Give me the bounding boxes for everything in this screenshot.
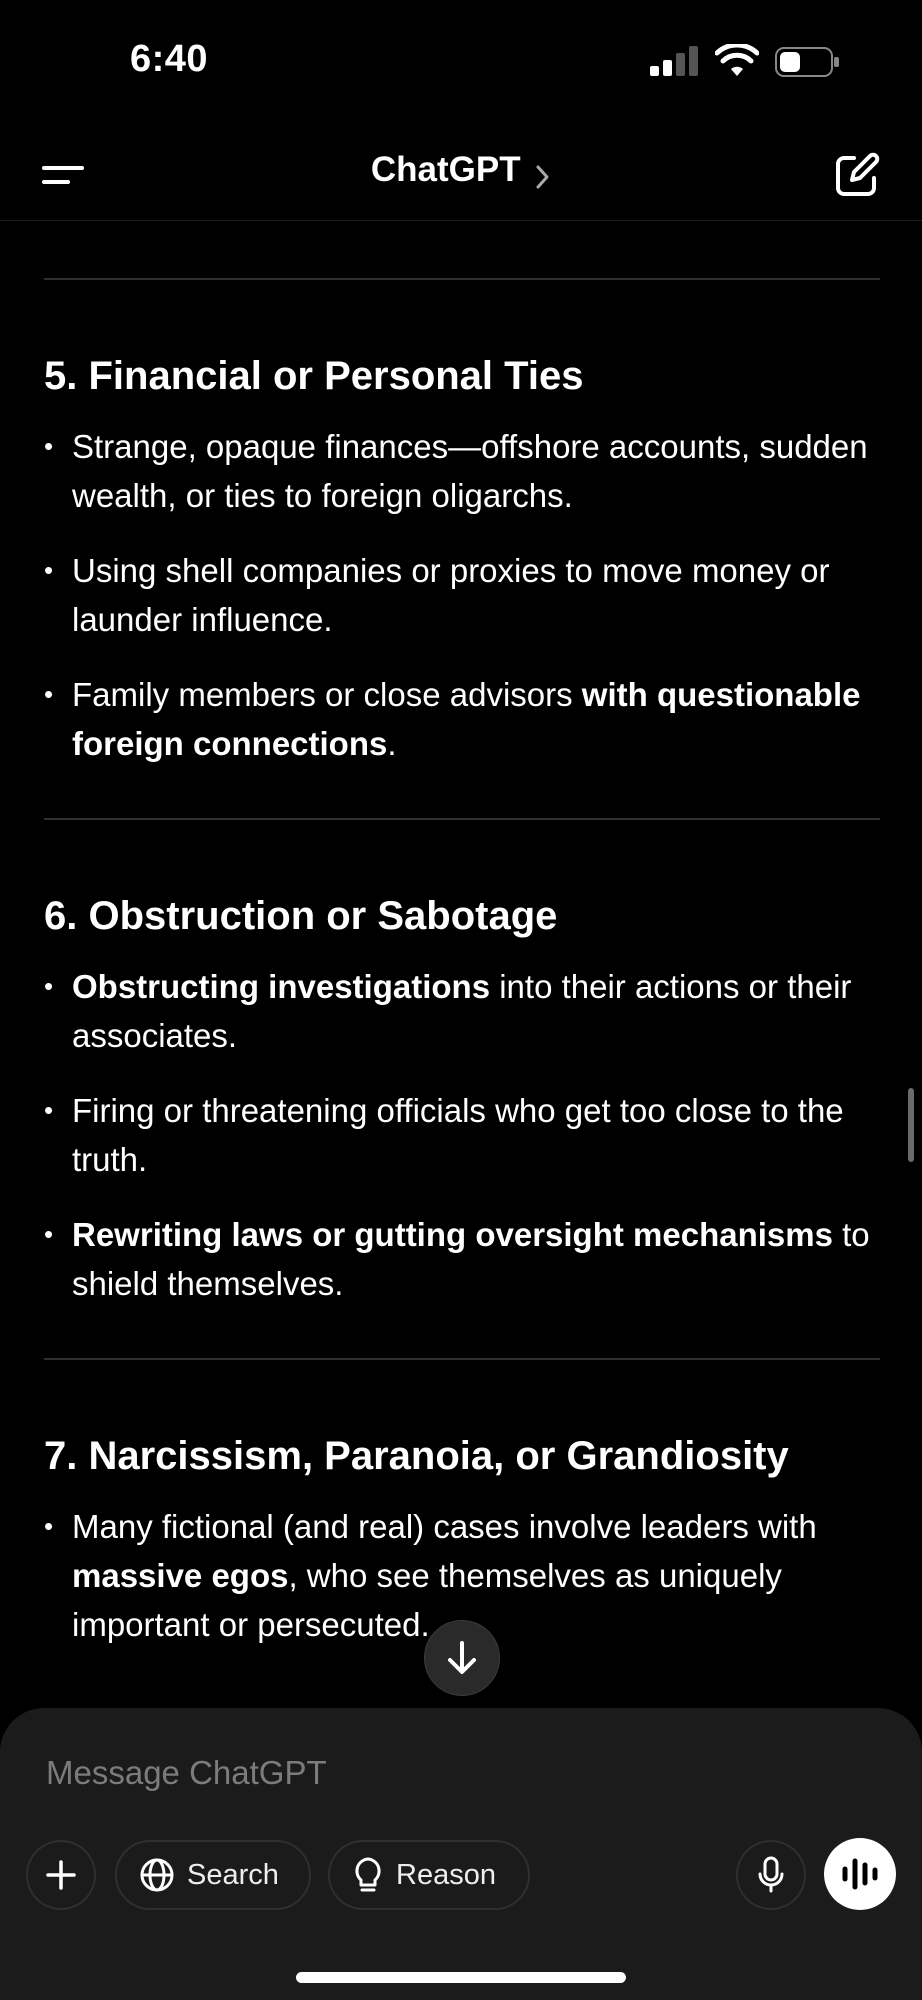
app-header [0, 130, 922, 221]
voice-mode-button[interactable] [824, 1838, 896, 1910]
list-item: • Family members or close advisors with questionable foreign connections. [44, 670, 880, 768]
dictate-button[interactable] [736, 1840, 806, 1910]
reason-button[interactable] [328, 1840, 530, 1910]
search-label: Search [187, 1858, 279, 1891]
arrow-down-icon [445, 1639, 479, 1677]
divider [44, 1358, 880, 1360]
globe-icon [139, 1857, 175, 1893]
search-button[interactable] [115, 1840, 311, 1910]
section-heading: 5. Financial or Personal Ties [44, 354, 584, 398]
edit-icon[interactable] [832, 150, 882, 200]
message-content [44, 220, 880, 1675]
scroll-to-bottom-button[interactable] [424, 1620, 500, 1696]
list-item: • Firing or threatening officials who get too close to the truth. [44, 1086, 880, 1184]
divider [44, 818, 880, 820]
reason-label: Reason [396, 1858, 496, 1891]
composer [0, 1708, 922, 2000]
chevron-right-icon [535, 164, 551, 190]
microphone-icon [757, 1856, 785, 1894]
status-bar [0, 0, 922, 130]
list-item: • Using shell companies or proxies to move money or launder influence. [44, 546, 880, 644]
section-financial-ties [44, 352, 880, 768]
wifi-icon [715, 44, 759, 78]
cellular-signal-icon [650, 46, 702, 76]
add-button[interactable] [26, 1840, 96, 1910]
list-item: • Obstructing investigations into their actions or their associates. [44, 962, 880, 1060]
section-heading: 6. Obstruction or Sabotage [44, 894, 558, 938]
battery-icon [775, 47, 841, 77]
home-indicator[interactable] [296, 1972, 626, 1983]
page-title[interactable]: ChatGPT [370, 150, 521, 189]
model-selector[interactable] [0, 150, 922, 190]
voice-waveform-icon [840, 1857, 880, 1891]
message-input[interactable]: Message ChatGPT [46, 1754, 327, 1791]
list-item: • Rewriting laws or gutting oversight mechanisms to shield themselves. [44, 1210, 880, 1308]
list-item: • Strange, opaque finances—offshore accounts, sudden wealth, or ties to foreign oligarchs. [44, 422, 880, 520]
section-narcissism [44, 1432, 880, 1649]
list-item: • Many fictional (and real) cases involve leaders with massive egos, who see themselves as uniquely important or persecuted. [44, 1502, 880, 1649]
section-obstruction [44, 892, 880, 1308]
status-time: 6:40 [130, 38, 209, 80]
scrollbar[interactable] [908, 1088, 914, 1162]
section-heading: 7. Narcissism, Paranoia, or Grandiosity [44, 1434, 789, 1478]
lightbulb-icon [352, 1856, 384, 1894]
plus-icon [45, 1859, 77, 1891]
divider [44, 278, 880, 280]
